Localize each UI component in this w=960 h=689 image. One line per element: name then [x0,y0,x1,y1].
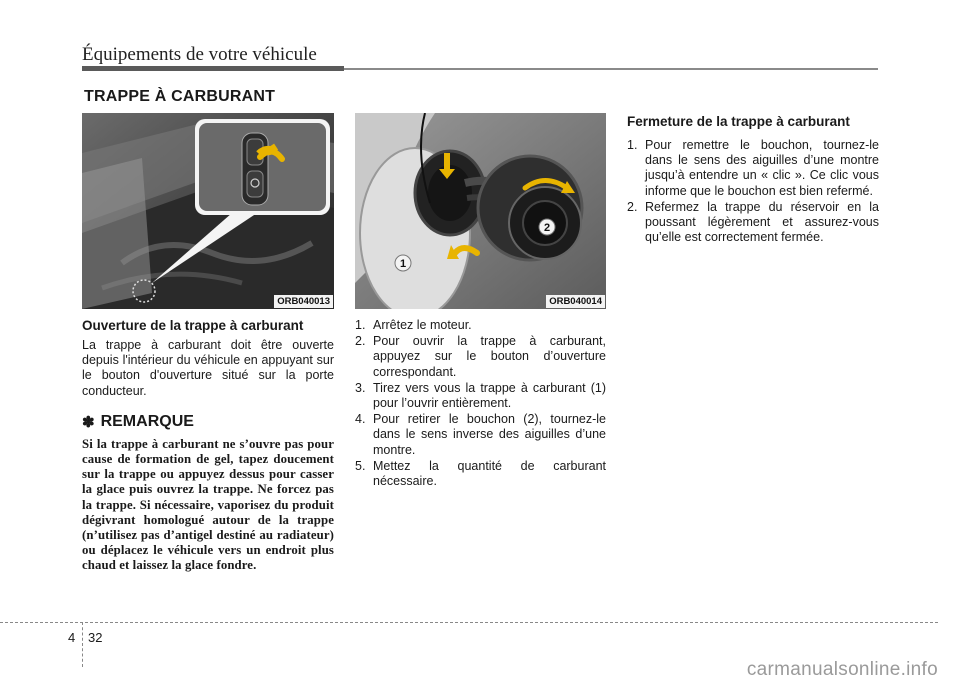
list-item [355,318,606,333]
step-number: 4. [355,412,366,427]
column-opening [82,318,334,574]
step-text: Pour ouvrir la trappe à carburant, appuyez sur le bouton d’ouverture correspondant. [373,334,606,379]
door-interior-illustration [82,113,334,309]
figure-code: ORB040014 [546,295,605,308]
opening-text: La trappe à carburant doit être ouverte depuis l'intérieur du véhicule en appuyant sur le bouton d'ouverture situé sur la porte conducteur. [82,338,334,398]
step-text: Tirez vers vous la trappe à carburant (1) pour l’ouvrir entièrement. [373,380,606,411]
closing-heading: Fermeture de la trappe à carburant [627,114,850,129]
closing-steps-list [627,138,879,245]
step-text: Refermez la trappe du réservoir en la poussant légèrement et assurez-vous qu’elle est correctement fermée. [645,199,879,245]
fuel-door-illustration [355,113,606,309]
step-number: 2. [627,199,638,214]
note-star-icon: ✽ [82,413,95,431]
figure-door-release [82,113,334,309]
step-text: Mettez la quantité de carburant nécessaire. [373,458,606,489]
column-closing [627,114,879,246]
step-text: Arrêtez le moteur. [373,318,472,332]
callout-2: 2 [543,222,551,234]
footer-divider [0,622,938,623]
opening-heading: Ouverture de la trappe à carburant [82,318,304,333]
footer-page-divider [82,622,83,667]
list-item [355,412,606,458]
step-number: 1. [355,318,366,332]
page-number: 32 [88,630,103,645]
callout-1: 1 [399,258,407,270]
header-rule-thick [82,66,344,71]
figure-fuel-door [355,113,606,309]
list-item [355,459,606,489]
figure-code: ORB040013 [274,295,333,308]
note-heading-label: REMARQUE [100,412,194,430]
step-text: Pour remettre le bouchon, tournez-le dans le sens des aiguilles d’une montre jusqu’à entendre un « clic ». Ce clic vous informe que le bouchon est bien refermé. [645,138,879,198]
step-number: 2. [355,334,366,349]
list-item [627,138,879,199]
note-text: Si la trappe à carburant ne s’ouvre pas pour cause de formation de gel, tapez doucement sur la trappe ou appuyez dessus pour casser la glace puis ouvrez la trappe. Ne forcez pas la trappe. Si nécessaire, vaporisez du produit dégivrant homologué autour de la trappe (n’utilisez pas d’antigel destiné au radiateur) ou déplacez le véhicule vers un endroit plus chaud et laissez la glace fondre. [82,436,334,573]
step-number: 3. [355,380,366,395]
opening-steps-list [355,318,606,489]
list-item [355,381,606,411]
chapter-number: 4 [68,630,76,645]
step-text: Pour retirer le bouchon (2), tournez-le dans le sens inverse des aiguilles d’une montre. [373,412,606,457]
note-heading [82,413,334,431]
section-title: TRAPPE À CARBURANT [84,88,276,105]
chapter-title: Équipements de votre véhicule [82,44,317,65]
step-number: 5. [355,458,366,473]
list-item [627,200,879,246]
watermark: carmanualsonline.info [746,659,938,680]
header-rule-thin [344,68,878,70]
column-steps [355,318,606,490]
list-item [355,334,606,380]
step-number: 1. [627,138,638,152]
